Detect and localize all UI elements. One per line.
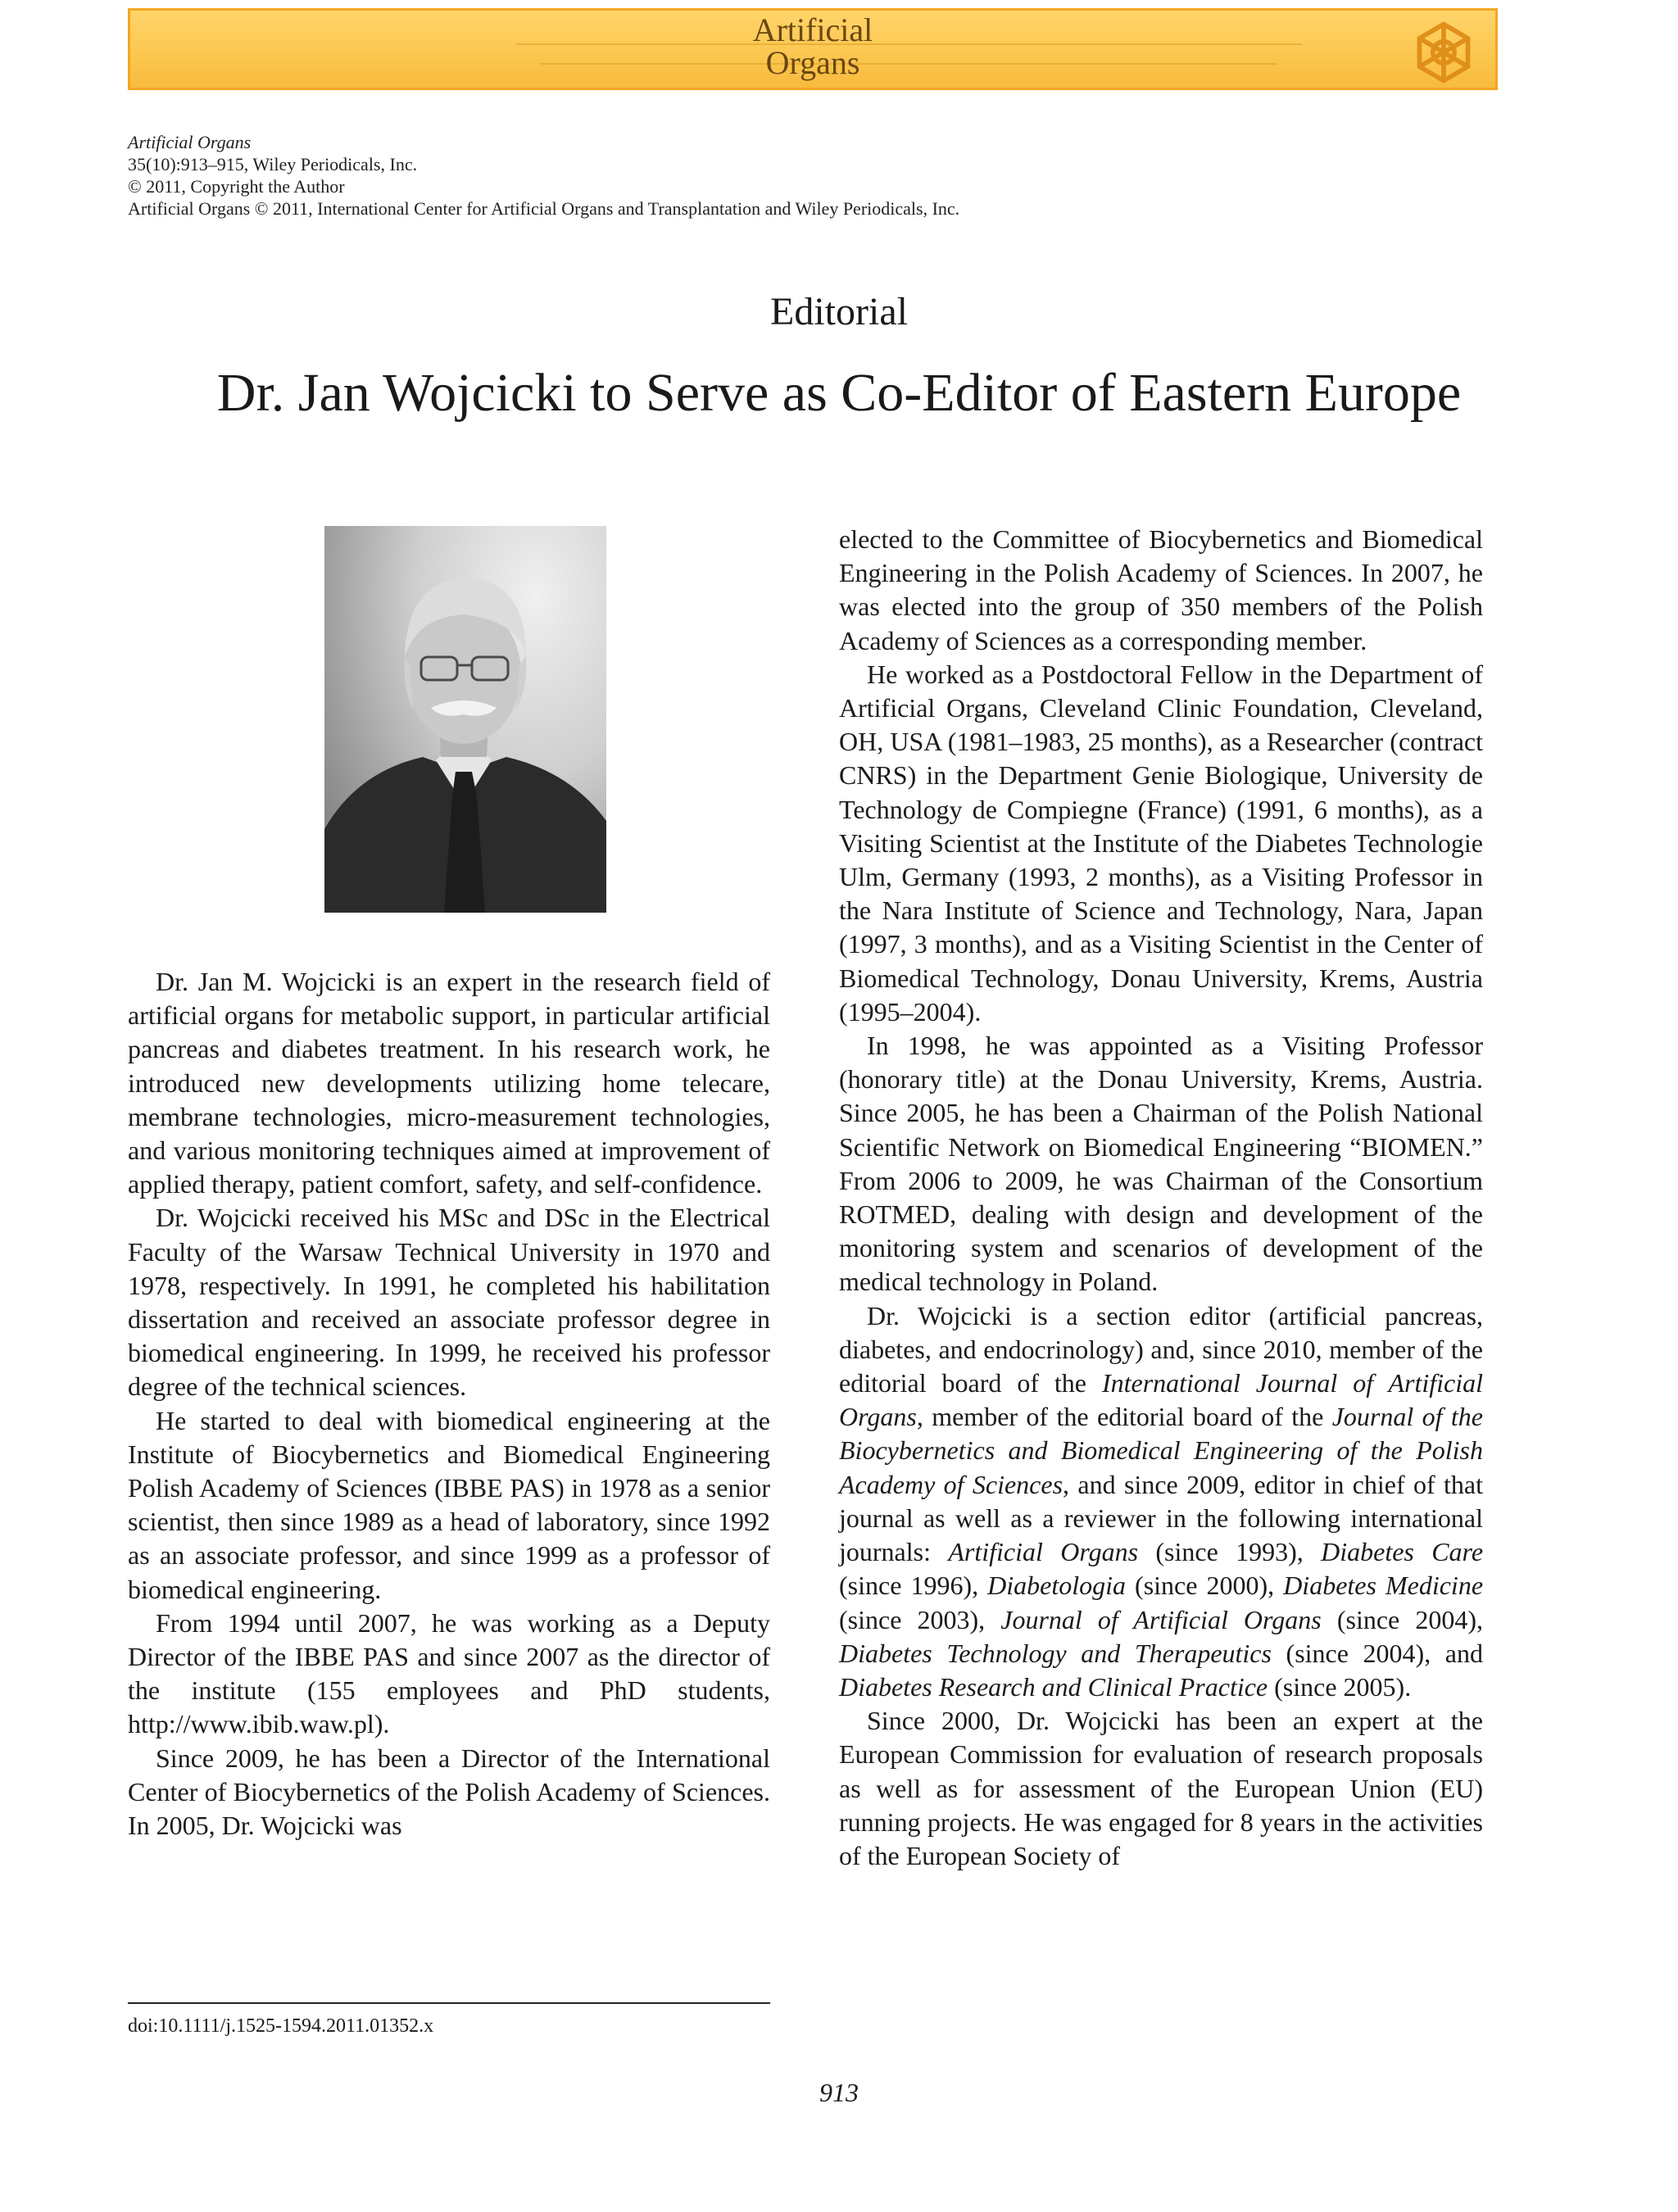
journal-title: Journal of the Biocybernetics and Biomedical Engineering of the Polish Academy of Sciences [839,1402,1484,1499]
paragraph: He worked as a Postdoctoral Fellow in the Department of Artificial Organs, Cleveland Clinic Foundation, Cleveland, OH, USA (1981–1983, 25 months), as a Researcher (contract CNRS) in the Department Genie Biologique, University de Technology de Compiegne (France) (1991, 6 months), as a Visiting Scientist at the Institute of the Diabetes Technologie Ulm, Germany (1993, 2 months), as a Visiting Professor in the Nara Institute of Science and Technology, Nara, Japan (1997, 3 months), and as a Visiting Scientist in the Center of Biomedical Technology, Donau University, Krems, Austria (1995–2004). [839,659,1483,1027]
journal-title: Diabetes Research and Clinical Practice [839,1671,1268,1702]
meta-citation: 35(10):913–915, Wiley Periodicals, Inc. [128,154,418,175]
meta-copyright: © 2011, Copyright the Author [128,176,345,197]
journal-title: Journal of Artificial Organs [1000,1604,1322,1634]
footnote-divider [128,2002,770,2004]
paragraph: He started to deal with biomedical engineering at the Institute of Biocybernetics and Biomedical Engineering Polish Academy of Sciences (IBBE PAS) in 1978 as a senior scientist, then since 1989 as a head of laboratory, since 1992 as an associate professor, and since 1999 as a professor of biomedical engineering. [128,1405,770,1604]
paragraph: Since 2000, Dr. Wojcicki has been an expert at the European Commission for evaluation of research proposals as well as for assessment of the European Union (EU) running projects. He was engaged for 8 years in the activities of the European Society of [839,1706,1483,1870]
journal-title: International Journal of Artificial Organs [839,1368,1484,1432]
journal-title: Diabetes Technology and Therapeutics [839,1638,1272,1668]
wheel-emblem-icon [1410,19,1477,86]
paragraph: elected to the Committee of Biocybernetics and Biomedical Engineering in the Polish Academy of Sciences. In 2007, he was elected into the group of 350 members of the Polish Academy of Sciences as a corresponding member. [839,524,1483,655]
text-run: (since 2003), [839,1604,1001,1634]
journal-title: Artificial Organs [948,1537,1139,1567]
meta-journal: Artificial Organs [128,132,252,152]
text-run: (since 2004), and [1271,1638,1484,1668]
journal-name [130,11,1495,81]
meta-publisher: Artificial Organs © 2011, International Center for Artificial Organs and Transplantation and Wiley Periodicals, Inc. [128,198,960,219]
paragraph: Since 2009, he has been a Director of the International Center of Biocybernetics of the Polish Academy of Sciences. In 2005, Dr. Wojcicki was [128,1743,770,1841]
portrait-figure [324,526,606,913]
text-run: Dr. Wojcicki is a section editor (artificial pancreas, diabetes, and endocrinology) and, since 2010, member of the editorial board of the [839,1300,1483,1398]
text-run: (since 2000), [1126,1571,1284,1601]
paragraph: From 1994 until 2007, he was working as a Deputy Director of the IBBE PAS and since 2007 as the director of the institute (155 employees and PhD students, http://www.ibib.waw.pl). [128,1607,770,1739]
journal-title: Diabetes Medicine [1283,1571,1484,1601]
journal-name-line1: Artificial [752,11,873,48]
paragraph: Dr. Jan M. Wojcicki is an expert in the research field of artificial organs for metabolic support, in particular artificial pancreas and diabetes treatment. In his research work, he introduced new developments utilizing home telecare, membrane technologies, micro-measurement technologies, and various monitoring techniques aimed at improvement of applied therapy, patient comfort, safety, and self-confidence. [128,967,770,1199]
article-title: Dr. Jan Wojcicki to Serve as Co-Editor of Eastern Europe [216,363,1462,423]
journal-title: Diabetologia [987,1571,1127,1601]
publication-meta [128,131,959,220]
text-run: (since 2005). [1268,1671,1412,1702]
journal-banner [128,8,1498,90]
author-portrait [324,526,606,913]
paragraph: Dr. Wojcicki received his MSc and DSc in the Electrical Faculty of the Warsaw Technical University in 1970 and 1978, respectively. In 1991, he completed his habilitation dissertation and received an associate professor degree in biomedical engineering. In 1999, he received his professor degree of the technical sciences. [128,1203,770,1402]
text-run: , and since 2009, editor in chief of that journal as well as a reviewer in the following international journals: [839,1469,1484,1567]
right-column [839,523,1483,1873]
journal-title: Diabetes Care [1321,1537,1484,1567]
journal-name-line2: Organs [765,44,860,81]
text-run: , member of the editorial board of the [916,1402,1332,1432]
text-run: (since 1996), [839,1571,988,1601]
text-run: (since 1993), [1138,1537,1322,1567]
text-run: (since 2004), [1321,1604,1484,1634]
left-column [128,965,770,1843]
section-label: Editorial [770,290,908,333]
page-number: 913 [819,2078,859,2107]
paragraph: In 1998, he was appointed as a Visiting Professor (honorary title) at the Donau University, Krems, Austria. Since 2005, he has been a Chairman of the Polish National Scientific Network on Biomedical Engineering “BIOMEN.” From 2006 to 2009, he was Chairman of the Consortium ROTMED, dealing with design and development of the monitoring system and scenarios of development of the medical technology in Poland. [839,1031,1483,1297]
paragraph-editorial-roles [839,1299,1483,1704]
doi-footnote: doi:10.1111/j.1525-1594.2011.01352.x [128,2015,434,2037]
